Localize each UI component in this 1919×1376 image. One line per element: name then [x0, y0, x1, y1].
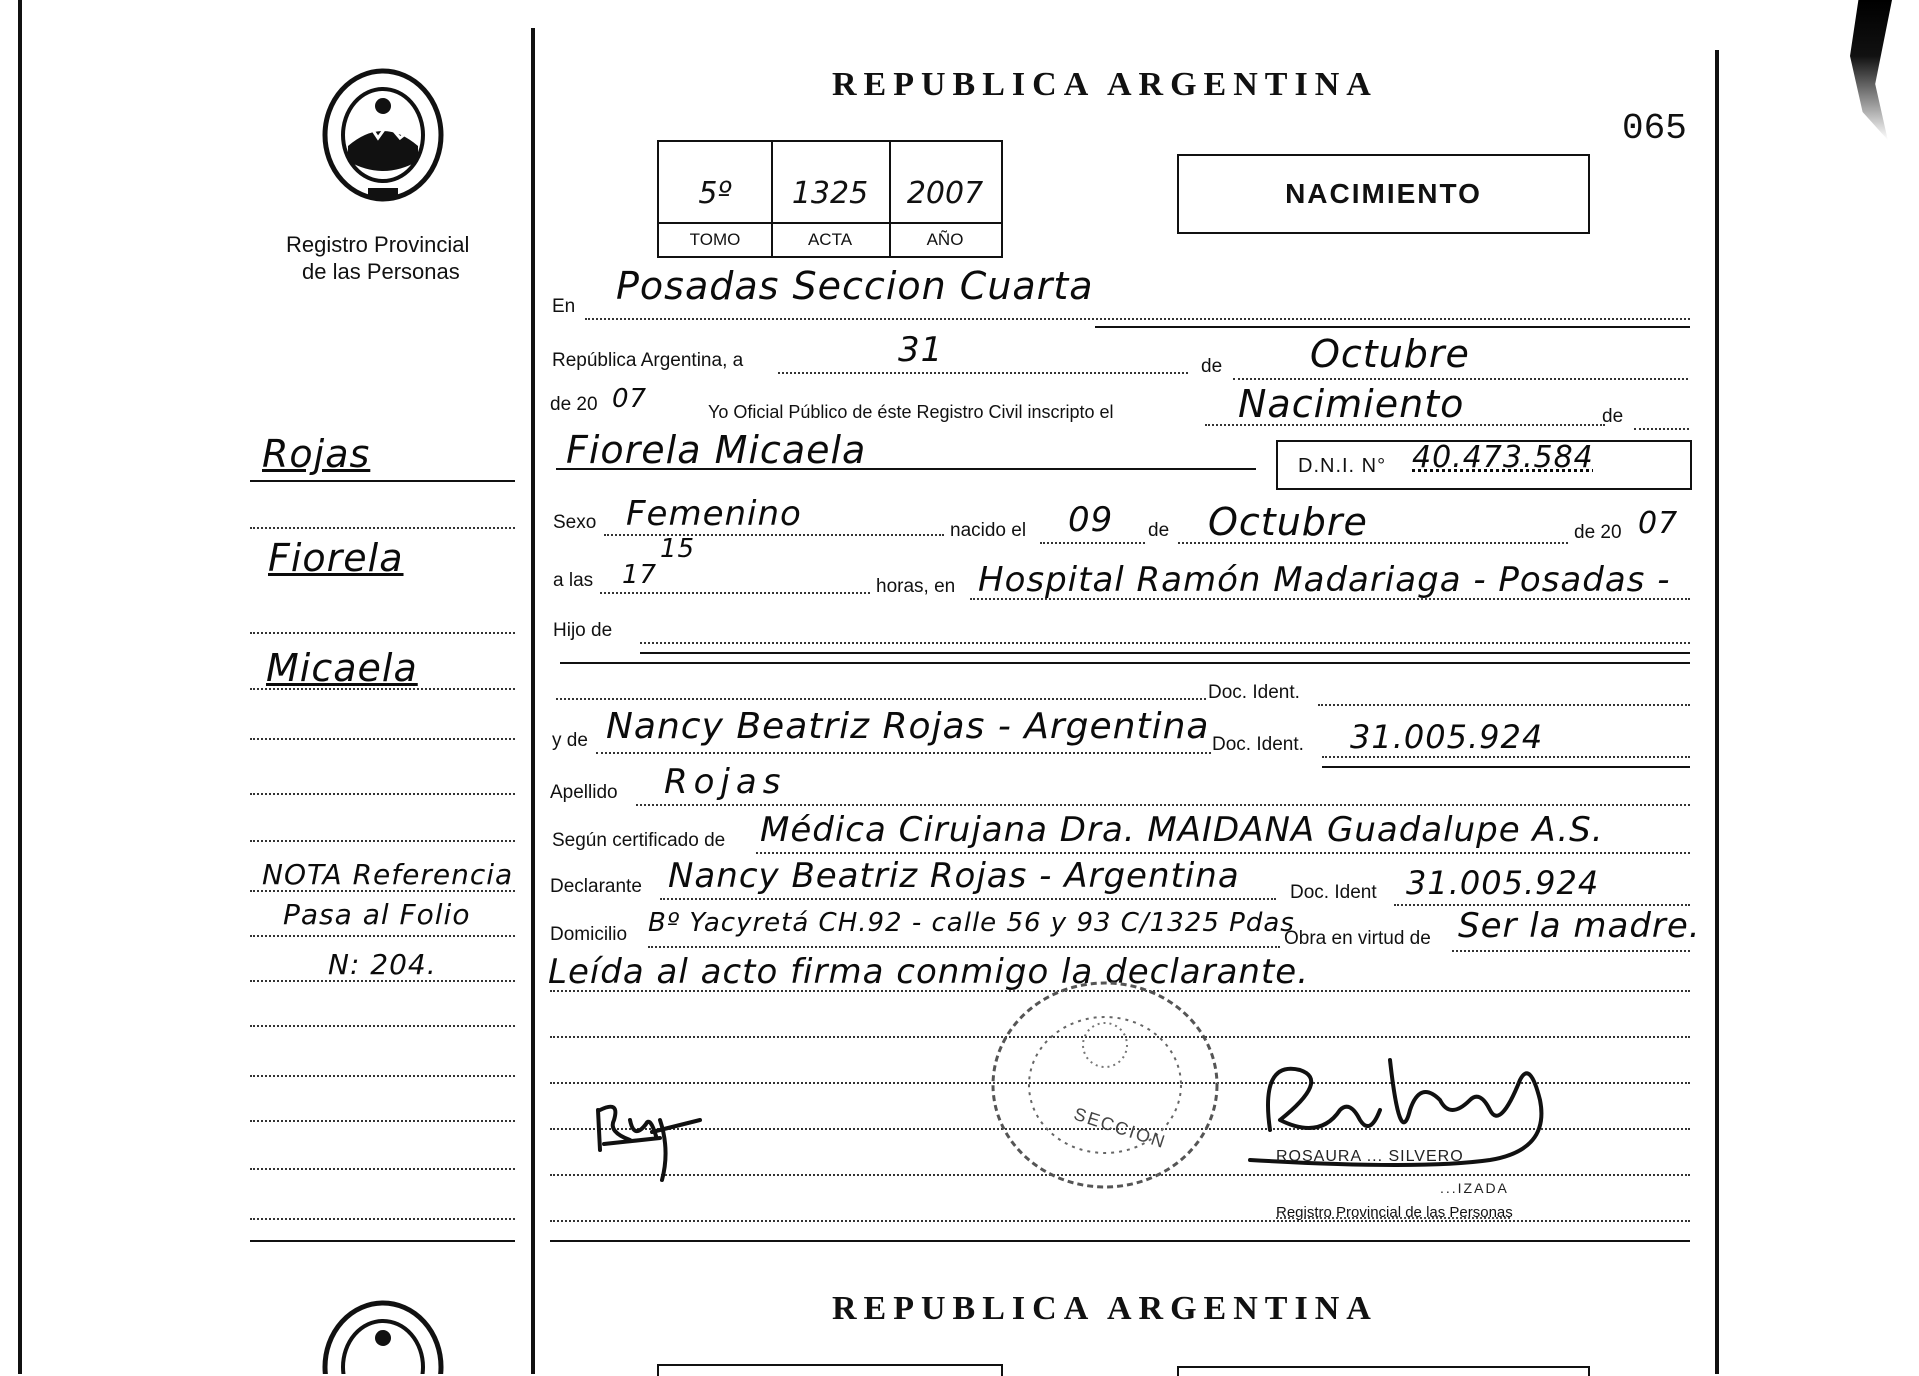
inscripto-value: Nacimiento	[1238, 382, 1465, 426]
margin-rule	[250, 480, 515, 482]
month-value: Octubre	[1310, 332, 1470, 376]
margin-rule	[250, 793, 515, 795]
record-number-box	[657, 140, 1003, 258]
margin-rule	[250, 1168, 515, 1170]
registry-name-line1: Registro Provincial	[286, 232, 470, 257]
form-rule	[1634, 428, 1689, 430]
margin-bottom-rule	[250, 1240, 515, 1242]
declarante-doc-label: Doc. Ident	[1290, 882, 1377, 903]
tomo-value: 5º	[698, 176, 732, 211]
province-seal-icon-footer	[320, 1298, 446, 1374]
footer-box-top-right	[1177, 1366, 1590, 1376]
domicilio-label: Domicilio	[550, 924, 628, 945]
birth-day: 09	[1068, 500, 1114, 540]
domicilio-value: Bº Yacyretá CH.92 - calle 56 y 93 C/1325 Pdas	[648, 908, 1295, 938]
margin-rule	[250, 632, 515, 634]
country-title: REPUBLICA ARGENTINA	[832, 66, 1378, 103]
record-type-box	[1177, 154, 1590, 234]
left-border-line	[18, 0, 22, 1374]
stamp-seccion-text: SECCION	[1071, 1103, 1169, 1153]
horas-label: horas, en	[876, 576, 956, 597]
obra-value: Ser la madre.	[1458, 906, 1701, 946]
form-rule	[585, 318, 1690, 320]
margin-note-line1: NOTA Referencia	[262, 858, 514, 891]
form-bottom-rule	[550, 1240, 1690, 1242]
signer-name: ROSAURA ... SILVERO	[1276, 1148, 1464, 1165]
margin-rule	[250, 935, 515, 937]
name-value: Fiorela Micaela	[566, 428, 867, 472]
form-rule	[1233, 378, 1688, 380]
province-seal-icon	[320, 66, 446, 204]
form-rule	[604, 534, 944, 536]
margin-rule	[250, 1075, 515, 1077]
mother-doc-label: Doc. Ident.	[1212, 734, 1304, 755]
dni-value: 40.473.584	[1412, 440, 1594, 475]
margin-note-line3: N: 204.	[328, 948, 437, 981]
declarante-label: Declarante	[550, 876, 642, 897]
form-rule	[1318, 704, 1690, 706]
sexo-value: Femenino	[626, 494, 802, 534]
birth-year: 07	[1638, 506, 1679, 541]
hour-value: 17	[622, 560, 658, 590]
de-label: de	[1201, 356, 1223, 377]
segun-label: Según certificado de	[552, 830, 726, 851]
form-strikeout-line	[640, 652, 1690, 654]
right-border-line	[1715, 50, 1719, 1374]
day-value: 31	[898, 330, 944, 370]
de-end-label: de	[1602, 406, 1624, 427]
oficial-label: Yo Oficial Público de éste Registro Civil inscripto el	[708, 402, 1114, 422]
republica-label: República Argentina, a	[552, 350, 744, 371]
margin-note-line2: Pasa al Folio	[283, 898, 471, 931]
margin-second-name: Micaela	[266, 646, 418, 690]
year-value: 07	[612, 384, 648, 414]
doc-ident-label: Doc. Ident.	[1208, 682, 1300, 703]
birth-de20-label: de 20	[1574, 522, 1622, 543]
form-rule	[648, 946, 1280, 948]
form-rule	[1452, 950, 1690, 952]
apellido-label: Apellido	[550, 782, 618, 803]
obra-label: Obra en virtud de	[1284, 928, 1431, 949]
place-value: Hospital Ramón Madariaga - Posadas -	[978, 560, 1671, 600]
form-rule	[640, 642, 1690, 644]
sexo-label: Sexo	[553, 512, 597, 533]
form-rule	[660, 898, 1276, 900]
en-label: En	[552, 296, 576, 317]
declarant-signature	[590, 1080, 710, 1190]
anio-value: 2007	[906, 176, 984, 211]
form-rule	[778, 372, 1188, 374]
dni-label: D.N.I. N°	[1298, 455, 1387, 477]
margin-rule	[250, 1025, 515, 1027]
en-value: Posadas Seccion Cuarta	[616, 264, 1094, 308]
form-rule	[1095, 326, 1690, 328]
birth-de-label: de	[1148, 520, 1170, 541]
record-type-label: NACIMIENTO	[1285, 178, 1482, 209]
margin-rule	[250, 840, 515, 842]
scan-edge-mark	[1850, 0, 1892, 140]
acta-value: 1325	[791, 176, 869, 211]
apellido-value: Rojas	[664, 762, 787, 802]
form-rule	[600, 592, 870, 594]
mother-doc-value: 31.005.924	[1350, 718, 1544, 756]
footer-box-top-left	[657, 1364, 1003, 1376]
margin-rule	[250, 890, 515, 892]
anio-label: AÑO	[889, 222, 1001, 256]
mother-value: Nancy Beatriz Rojas - Argentina	[606, 706, 1210, 747]
nacido-label: nacido el	[950, 520, 1027, 541]
birth-month: Octubre	[1208, 500, 1368, 544]
margin-rule	[250, 1218, 515, 1220]
margin-rule	[250, 688, 515, 690]
minute-value: 15	[660, 534, 696, 564]
registry-name-line2: de las Personas	[302, 259, 460, 284]
margin-rule	[250, 1120, 515, 1122]
official-signature	[1240, 1040, 1600, 1190]
margin-rule	[250, 738, 515, 740]
margin-first-name: Fiorela	[268, 536, 404, 580]
official-stamp	[985, 975, 1225, 1195]
form-rule	[756, 852, 1690, 854]
segun-value: Médica Cirujana Dra. MAIDANA Guadalupe A.S.	[760, 810, 1604, 850]
tomo-label: TOMO	[659, 222, 771, 256]
form-rule	[636, 804, 1690, 806]
alas-label: a las	[553, 570, 594, 591]
de20-label: de 20	[550, 394, 598, 415]
leida-value: Leída al acto firma conmigo la declarante.	[548, 952, 1310, 992]
form-rule	[1040, 542, 1145, 544]
yde-label: y de	[552, 730, 588, 751]
form-rule	[556, 468, 1256, 470]
margin-rule	[250, 527, 515, 529]
acta-label: ACTA	[771, 222, 889, 256]
center-divider-line	[531, 28, 535, 1374]
footer-country-title: REPUBLICA ARGENTINA	[832, 1290, 1378, 1327]
signer-registry: Registro Provincial de las Personas	[1276, 1204, 1513, 1221]
form-rule	[1322, 756, 1690, 758]
folio-number: 065	[1622, 108, 1687, 149]
form-rule	[596, 752, 1211, 754]
margin-rule	[250, 980, 515, 982]
form-rule	[550, 1220, 1690, 1222]
form-strikeout-line	[560, 662, 1690, 664]
margin-surname: Rojas	[262, 432, 371, 476]
declarante-doc-value: 31.005.924	[1406, 864, 1600, 902]
hijo-label: Hijo de	[553, 620, 613, 641]
form-rule	[1322, 766, 1690, 768]
form-rule	[556, 698, 1206, 700]
declarante-value: Nancy Beatriz Rojas - Argentina	[668, 856, 1240, 896]
signer-role: ...IZADA	[1440, 1180, 1509, 1196]
